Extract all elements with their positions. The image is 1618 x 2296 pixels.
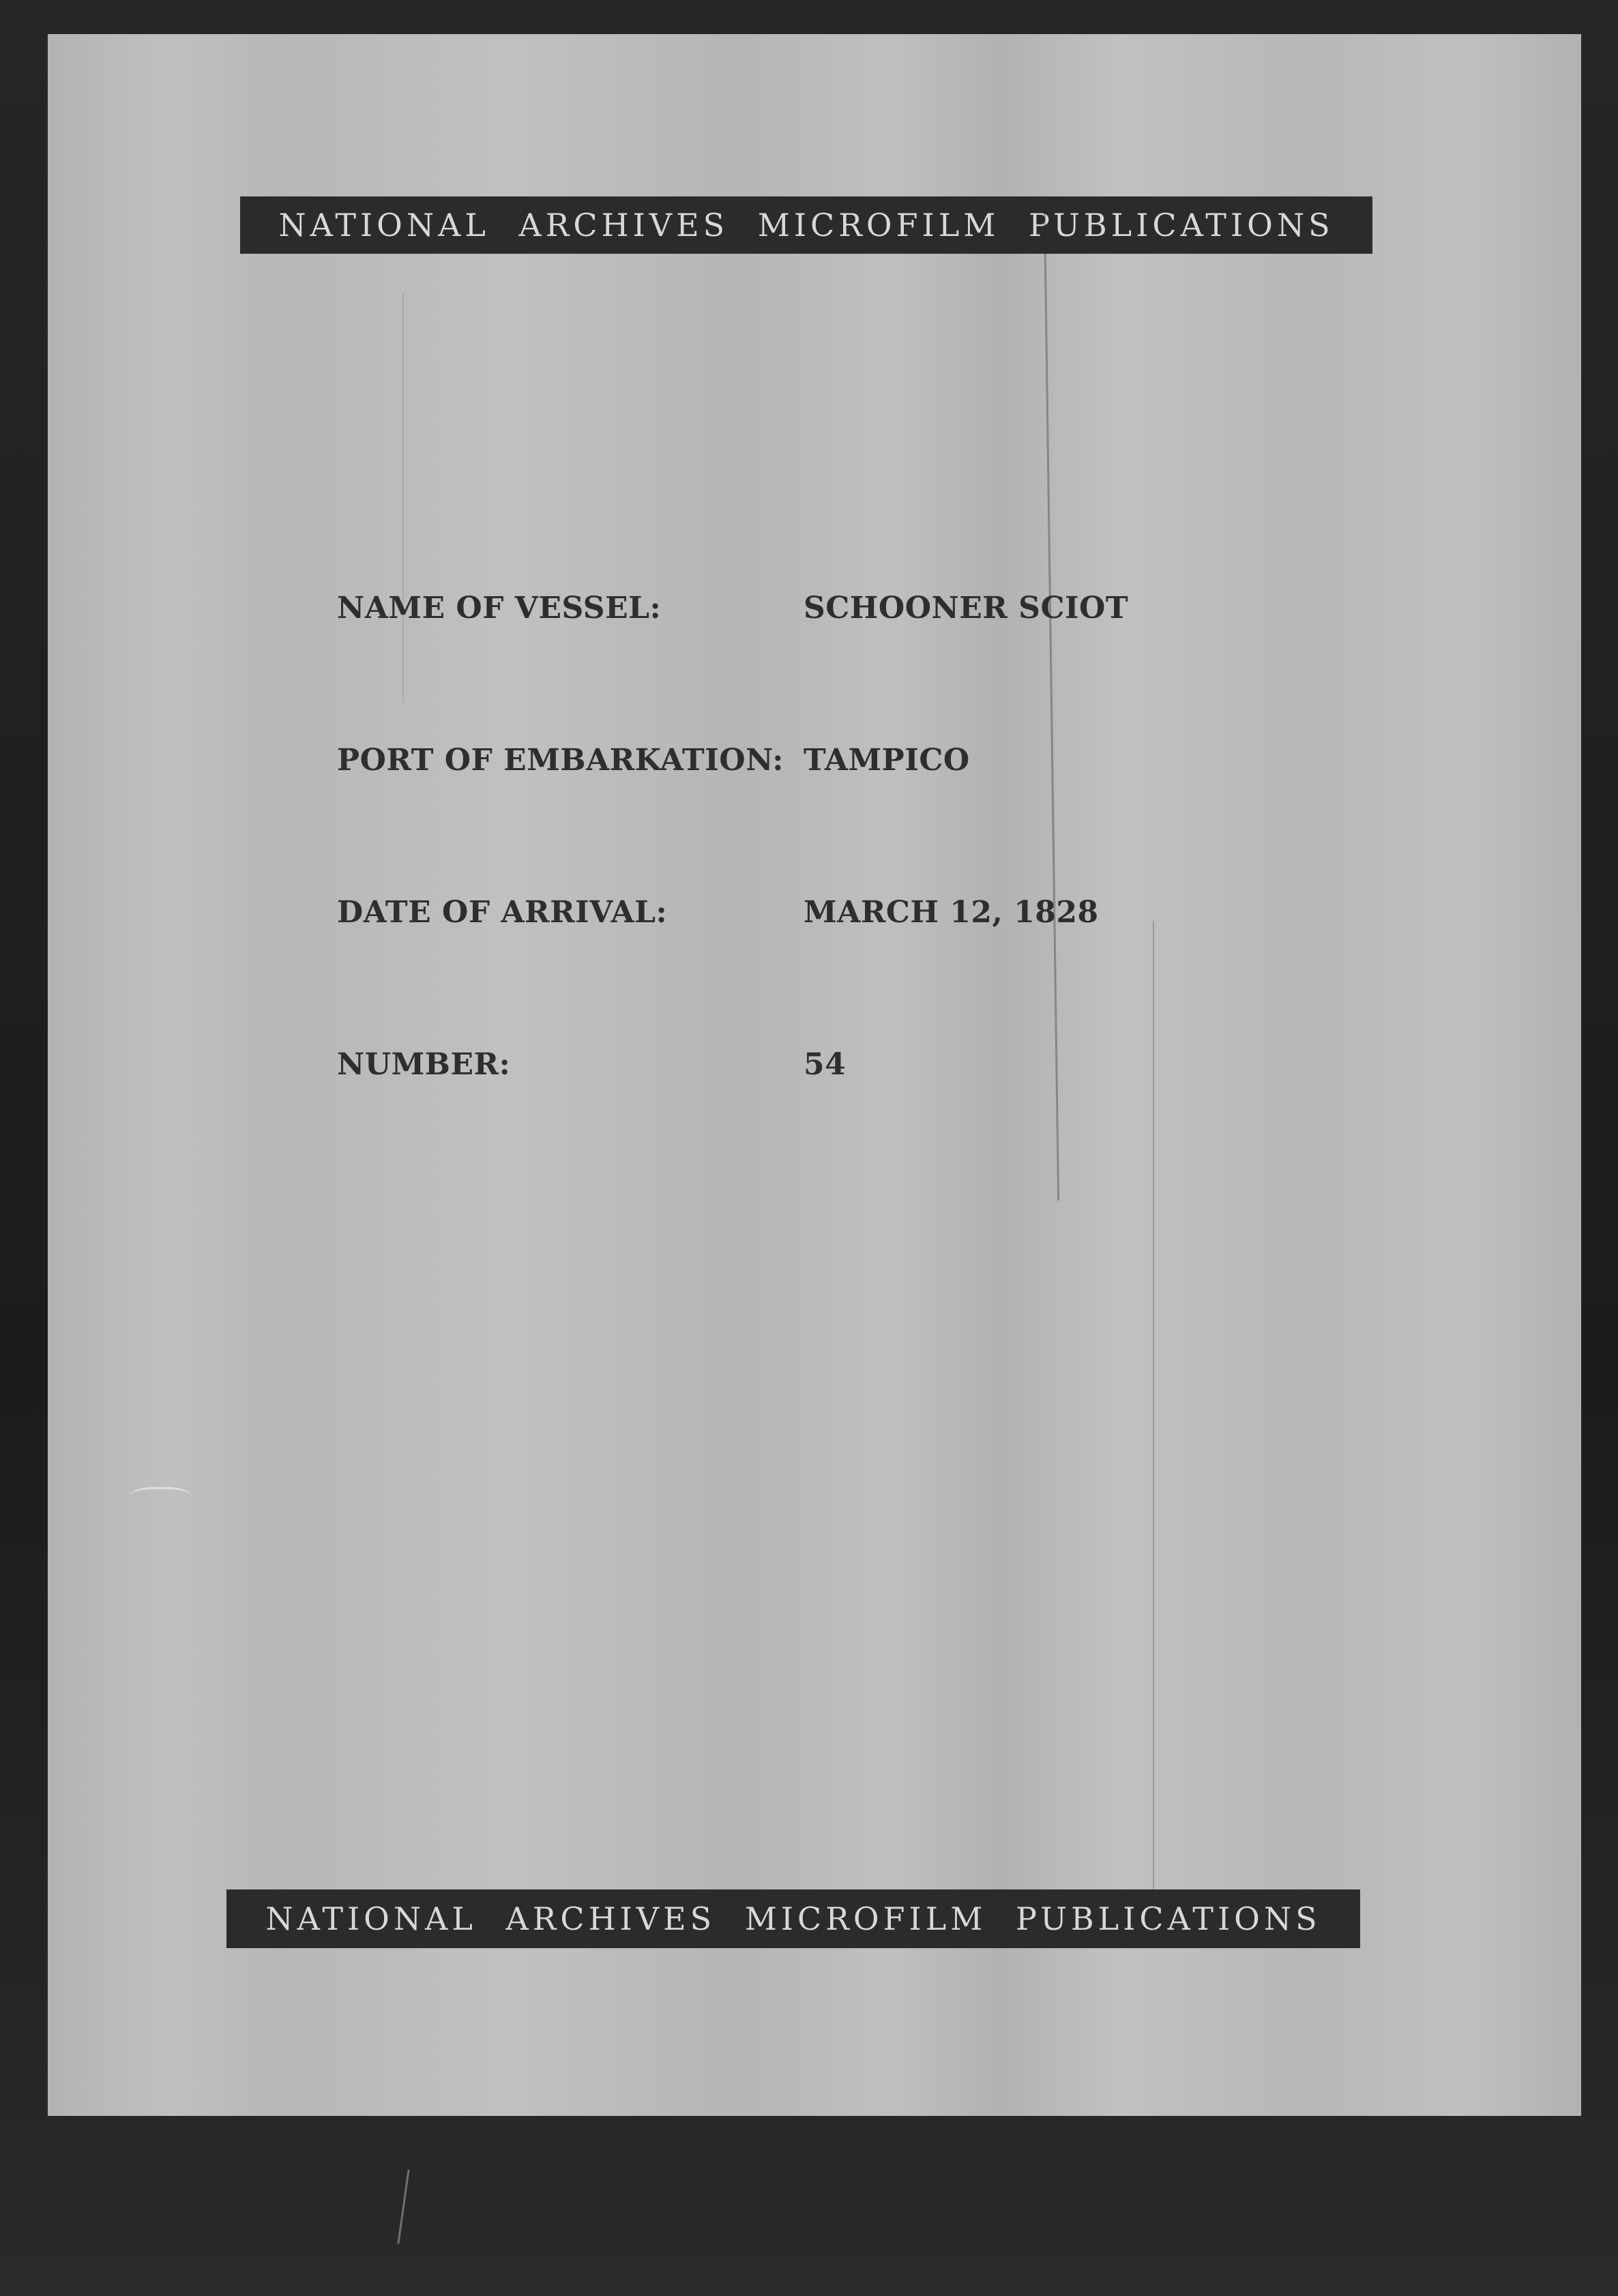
footer-band-text: NATIONAL ARCHIVES MICROFILM PUBLICATIONS <box>265 1900 1321 1937</box>
header-band-text: NATIONAL ARCHIVES MICROFILM PUBLICATIONS <box>278 207 1334 244</box>
vessel-name-value: SCHOONER SCIOT <box>804 591 1129 625</box>
footer-band <box>226 1889 1360 1948</box>
date-of-arrival-label: DATE OF ARRIVAL: <box>337 895 668 930</box>
film-blemish <box>130 1487 191 1510</box>
film-scratch-mark <box>397 2169 409 2243</box>
film-scratch-line <box>1044 211 1059 1201</box>
header-band <box>240 196 1372 254</box>
date-of-arrival-value: MARCH 12, 1828 <box>804 895 1099 930</box>
port-of-embarkation-value: TAMPICO <box>804 743 970 778</box>
film-scratch-line <box>402 293 404 703</box>
film-scratch-line <box>1153 921 1154 1944</box>
vessel-name-label: NAME OF VESSEL: <box>337 591 662 625</box>
number-value: 54 <box>804 1047 847 1082</box>
port-of-embarkation-label: PORT OF EMBARKATION: <box>337 743 784 778</box>
document-sheet <box>48 34 1581 2116</box>
number-label: NUMBER: <box>337 1047 511 1082</box>
